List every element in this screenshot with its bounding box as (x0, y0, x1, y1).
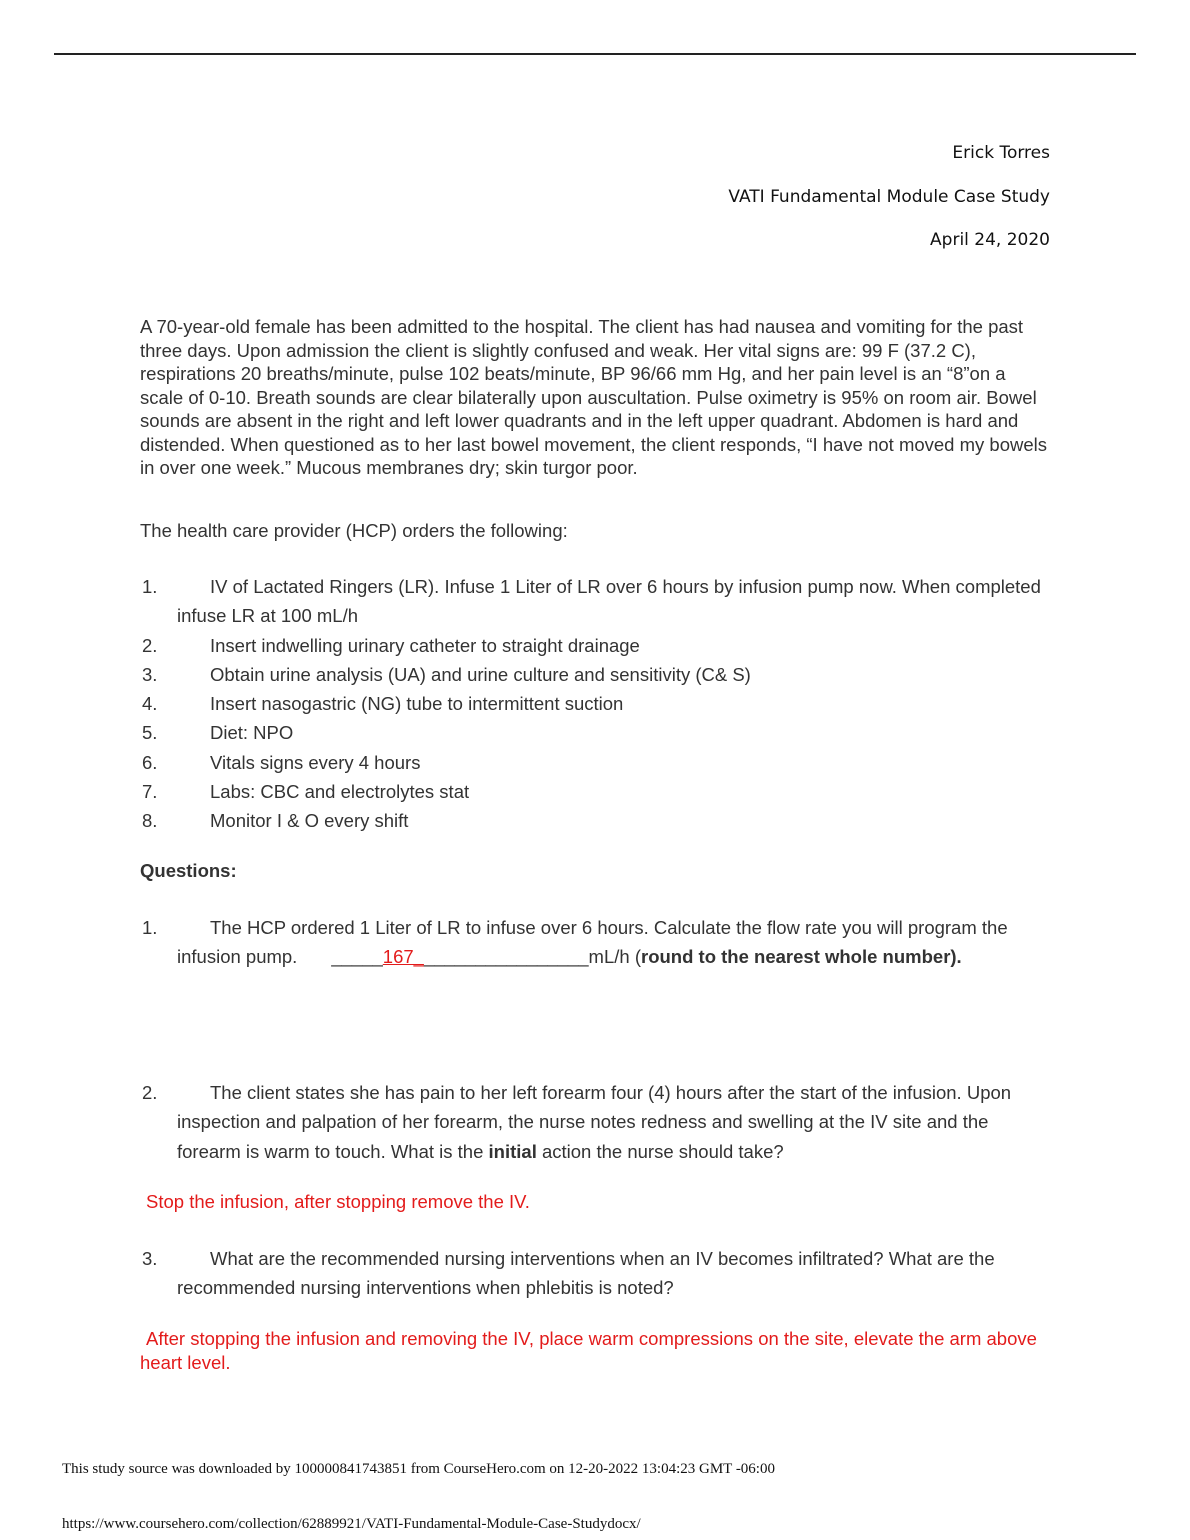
questions-heading: Questions: (140, 860, 237, 881)
question-1: 1. The HCP ordered 1 Liter of LR to infuse over 6 hours. Calculate the flow rate you will program the infusion pump. _____167_________________mL/h (round to the nearest whole number). (142, 917, 1008, 968)
order-item: 6. Vitals signs every 4 hours (142, 751, 421, 773)
order-item: 8. Monitor I & O every shift (142, 810, 409, 832)
orders-intro: The health care provider (HCP) orders the following: (140, 520, 568, 541)
order-item: 4. Insert nasogastric (NG) tube to intermittent suction (142, 693, 624, 715)
order-item: 7. Labs: CBC and electrolytes stat (142, 781, 470, 803)
order-item: 3. Obtain urine analysis (UA) and urine culture and sensitivity (C& S) (142, 663, 751, 685)
download-source-line: This study source was downloaded by 100000841743851 from CourseHero.com on 12-20-2022 13:04:23 GMT -06:00 (62, 1461, 775, 1477)
case-description: A 70-year-old female has been admitted to the hospital. The client has had nausea and vomiting for the past three days. Upon admission the client is slightly confused and weak. Her vital signs are: 99 F (37.2 C), respirations 20 breaths/minute, pulse 102 beats/minute, BP 96/66 mm Hg, and her pain level is an “8”on a scale of 0-10. Breath sounds are clear bilaterally upon auscultation. Pulse oximetry is 95% on room air. Bowel sounds are absent in the right and left lower quadrants and in the left upper quadrant. Abdomen is hard and distended. When questioned as to her last bowel movement, the client responds, “I have not moved my bowels in over one week.” Mucous membranes dry; skin turgor poor. (140, 316, 1047, 478)
source-url[interactable]: https://www.coursehero.com/collection/62889921/VATI-Fundamental-Module-Case-Studydocx/ (62, 1516, 641, 1532)
orders-list (140, 572, 1050, 836)
order-item: 5. Diet: NPO (142, 722, 294, 744)
question-2: 2. The client states she has pain to her left forearm four (4) hours after the start of the infusion. Upon inspection and palpation of her forearm, the nurse notes redness and swelling at the IV site and the forearm is warm to touch. What is the initial action the nurse should take? (142, 1082, 1012, 1162)
order-item: 1. IV of Lactated Ringers (LR). Infuse 1 Liter of LR over 6 hours by infusion pump now. When completed infuse LR at 100 mL/h (142, 576, 1041, 627)
q1-answer: 167_ (382, 946, 424, 968)
author-name: Erick Torres (952, 143, 1050, 163)
document-date: April 24, 2020 (930, 230, 1050, 250)
course-title: VATI Fundamental Module Case Study (728, 187, 1050, 207)
q2-answer: Stop the infusion, after stopping remove the IV. (146, 1191, 530, 1212)
top-rule (54, 53, 1136, 55)
q3-answer: After stopping the infusion and removing the IV, place warm compressions on the site, elevate the arm above heart level. (140, 1328, 1037, 1373)
question-3: 3. What are the recommended nursing interventions when an IV becomes infiltrated? What are the recommended nursing interventions when phlebitis is noted? (142, 1248, 995, 1299)
order-item: 2. Insert indwelling urinary catheter to straight drainage (142, 634, 640, 656)
